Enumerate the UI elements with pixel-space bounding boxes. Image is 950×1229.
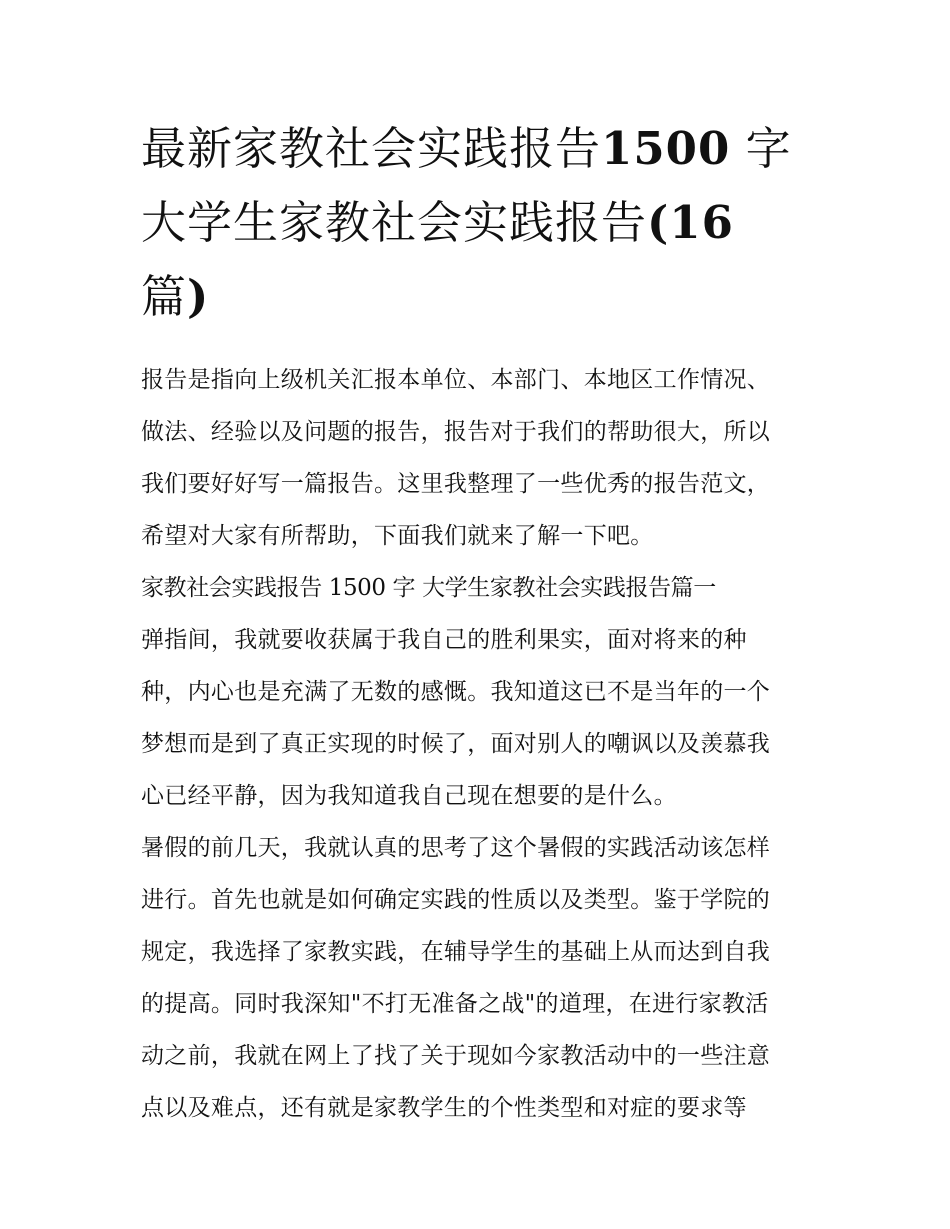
intro-paragraph xyxy=(141,354,813,562)
document-body xyxy=(141,354,813,1134)
text-line: 动之前，我就在网上了找了关于现如今家教活动中的一些注意 xyxy=(141,1043,771,1069)
title-line: 大学生家教社会实践报告(16 xyxy=(141,196,734,249)
text-line: 报告是指向上级机关汇报本单位、本部门、本地区工作情况、 xyxy=(141,367,771,393)
text-line: 弹指间，我就要收获属于我自己的胜利果实，面对将来的种 xyxy=(141,627,747,653)
document-title xyxy=(141,112,813,334)
text-line: 的提高。同时我深知"不打无准备之战"的道理，在进行家教活 xyxy=(141,991,769,1017)
document-page xyxy=(141,112,813,1134)
text-line: 家教社会实践报告 1500 字 大学生家教社会实践报告篇一 xyxy=(141,575,716,601)
text-line: 进行。首先也就是如何确定实践的性质以及类型。鉴于学院的 xyxy=(141,887,771,913)
text-line: 规定，我选择了家教实践，在辅导学生的基础上从而达到自我 xyxy=(141,939,771,965)
title-line: 最新家教社会实践报告1500 字 xyxy=(141,122,792,175)
text-line: 做法、经验以及问题的报告，报告对于我们的帮助很大，所以 xyxy=(141,419,771,445)
body-paragraph-1 xyxy=(141,614,813,822)
text-line: 暑假的前几天，我就认真的思考了这个暑假的实践活动该怎样 xyxy=(141,835,771,861)
text-line: 心已经平静，因为我知道我自己现在想要的是什么。 xyxy=(141,783,677,809)
text-line: 种，内心也是充满了无数的感慨。我知道这已不是当年的一个 xyxy=(141,679,771,705)
title-line: 篇) xyxy=(141,270,210,323)
text-line: 希望对大家有所帮助，下面我们就来了解一下吧。 xyxy=(141,523,654,549)
text-line: 我们要好好写一篇报告。这里我整理了一些优秀的报告范文， xyxy=(141,471,771,497)
section-heading xyxy=(141,562,813,614)
body-paragraph-2 xyxy=(141,822,813,1134)
text-line: 梦想而是到了真正实现的时候了，面对别人的嘲讽以及羡慕我 xyxy=(141,731,771,757)
text-line: 点以及难点，还有就是家教学生的个性类型和对症的要求等 xyxy=(141,1095,747,1121)
